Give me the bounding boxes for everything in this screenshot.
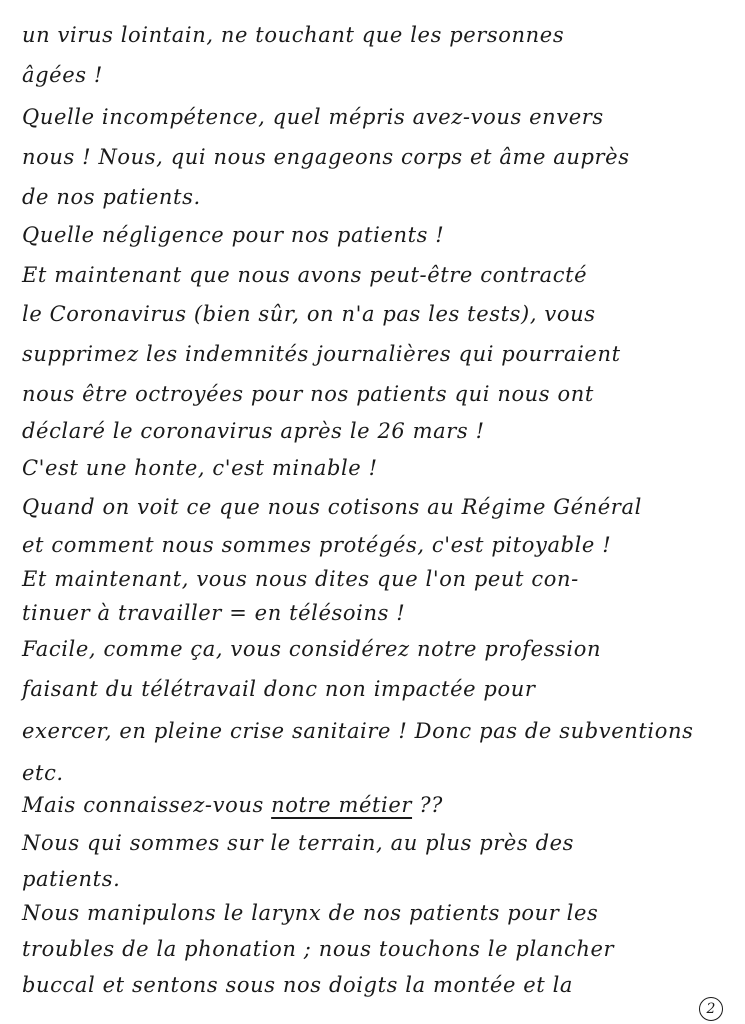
letter-line-13: Quand on voit ce que nous cotisons au Régime Général xyxy=(22,495,642,519)
letter-line-10: nous être octroyées pour nos patients qui nous ont xyxy=(22,382,594,406)
letter-line-21 xyxy=(22,792,727,818)
letter-line-17: Facile, comme ça, vous considérez notre profession xyxy=(22,637,602,661)
letter-line-20: etc. xyxy=(22,761,64,785)
letter-line-1: un virus lointain, ne touchant que les personnes xyxy=(22,23,565,47)
letter-line-22: Nous qui sommes sur le terrain, au plus près des xyxy=(22,831,575,855)
letter-line-14: et comment nous sommes protégés, c'est pitoyable ! xyxy=(22,533,612,557)
letter-line-11: déclaré le coronavirus après le 26 mars ! xyxy=(22,419,485,443)
underlined-notre-metier: notre métier xyxy=(271,793,413,817)
letter-line-26: buccal et sentons sous nos doigts la montée et la xyxy=(22,973,574,997)
letter-line-3: Quelle incompétence, quel mépris avez-vous envers xyxy=(22,105,604,129)
double-question-marks: ?? xyxy=(419,793,444,817)
letter-line-4: nous ! Nous, qui nous engageons corps et âme auprès xyxy=(22,145,630,169)
page-number-circle: 2 xyxy=(699,997,723,1021)
letter-line-8: le Coronavirus (bien sûr, on n'a pas les tests), vous xyxy=(22,302,596,326)
letter-line-21-start: Mais connaissez-vous xyxy=(22,793,264,817)
letter-line-16: tinuer à travailler = en télésoins ! xyxy=(22,601,406,625)
letter-line-23: patients. xyxy=(22,867,121,891)
letter-line-6: Quelle négligence pour nos patients ! xyxy=(22,223,445,247)
letter-line-24: Nous manipulons le larynx de nos patients pour les xyxy=(22,901,599,925)
letter-line-15: Et maintenant, vous nous dites que l'on peut con- xyxy=(22,567,579,591)
letter-line-19: exercer, en pleine crise sanitaire ! Donc pas de subventions xyxy=(22,719,694,743)
letter-line-7: Et maintenant que nous avons peut-être contracté xyxy=(22,263,588,287)
letter-line-2: âgées ! xyxy=(22,63,103,87)
letter-line-9: supprimez les indemnités journalières qui pourraient xyxy=(22,342,621,366)
letter-line-25: troubles de la phonation ; nous touchons le plancher xyxy=(22,937,615,961)
letter-line-12: C'est une honte, c'est minable ! xyxy=(22,456,378,480)
letter-line-5: de nos patients. xyxy=(22,185,201,209)
letter-line-18: faisant du télétravail donc non impactée pour xyxy=(22,677,536,701)
